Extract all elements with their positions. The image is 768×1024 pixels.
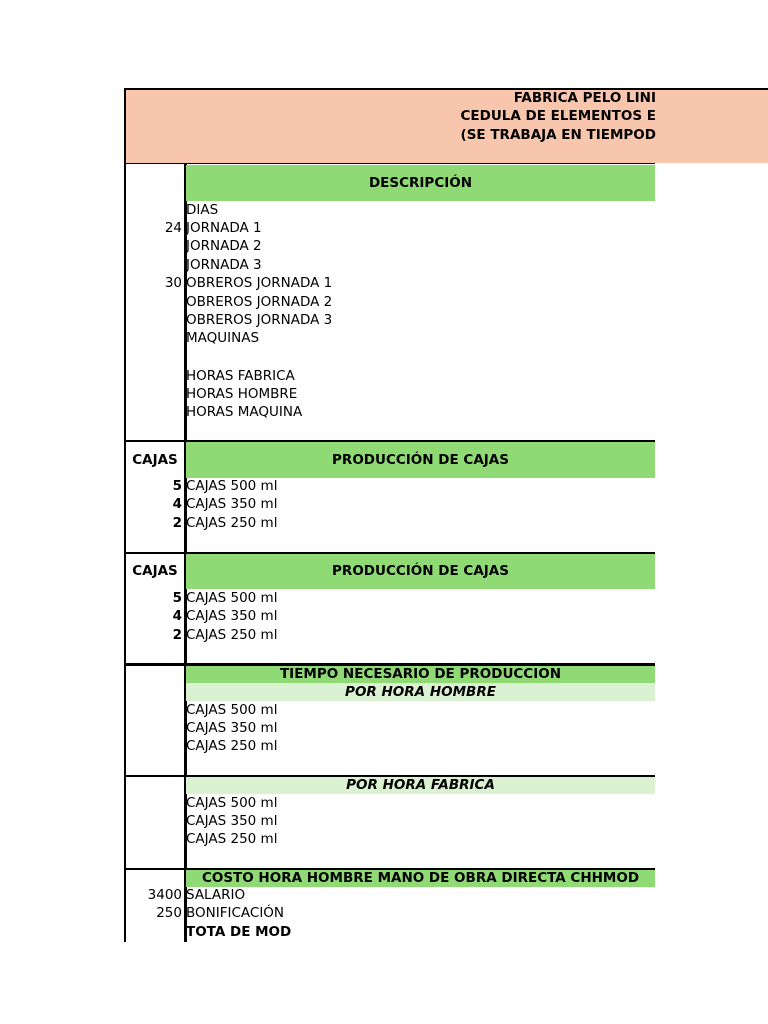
- row-label: CAJAS 500 ml: [186, 478, 278, 494]
- row-label: CAJAS 350 ml: [186, 608, 278, 624]
- row-value: 24: [164, 220, 182, 236]
- row-value: 4: [172, 496, 182, 512]
- header-bottom-border: [124, 163, 655, 164]
- row-value: 30: [164, 275, 182, 291]
- row-value: 4: [172, 608, 182, 624]
- row-label: HORAS HOMBRE: [186, 386, 298, 402]
- row-value: 2: [172, 515, 182, 531]
- row-label: SALARIO: [186, 887, 246, 903]
- top-border: [124, 88, 768, 90]
- row-label: BONIFICACIÓN: [186, 905, 285, 921]
- per-man-hour-subheader: POR HORA HOMBRE: [186, 683, 655, 701]
- row-label: CAJAS 500 ml: [186, 795, 278, 811]
- row-value: 5: [172, 478, 182, 494]
- schedule-note: (SE TRABAJA EN TIEMPOD: [460, 127, 656, 143]
- row-label: CAJAS 350 ml: [186, 813, 278, 829]
- description-header: DESCRIPCIÓN: [186, 165, 655, 201]
- row-label: CAJAS 250 ml: [186, 515, 278, 531]
- cajas-side-label: CAJAS: [132, 563, 178, 579]
- row-label: CAJAS 250 ml: [186, 627, 278, 643]
- row-label: CAJAS 500 ml: [186, 702, 278, 718]
- row-value: 5: [172, 590, 182, 606]
- time-header: TIEMPO NECESARIO DE PRODUCCION: [186, 666, 655, 683]
- row-label: OBREROS JORNADA 2: [186, 294, 333, 310]
- row-value: 2: [172, 627, 182, 643]
- row-label: OBREROS JORNADA 1: [186, 275, 333, 291]
- production-header: PRODUCCIÓN DE CAJAS: [186, 554, 655, 589]
- per-factory-hour-subheader: POR HORA FABRICA: [186, 777, 655, 794]
- row-label: JORNADA 3: [186, 257, 262, 273]
- row-label: JORNADA 2: [186, 238, 262, 254]
- row-value: 3400: [147, 887, 182, 903]
- row-label: OBREROS JORNADA 3: [186, 312, 333, 328]
- row-label: JORNADA 1: [186, 220, 262, 236]
- row-label: CAJAS 350 ml: [186, 496, 278, 512]
- cajas-side-label: CAJAS: [132, 452, 178, 468]
- schedule-title: CEDULA DE ELEMENTOS E: [460, 108, 656, 124]
- row-label: HORAS MAQUINA: [186, 404, 303, 420]
- row-label: TOTA DE MOD: [186, 924, 292, 940]
- row-label: HORAS FABRICA: [186, 368, 295, 384]
- row-value: 250: [156, 905, 182, 921]
- production-header: PRODUCCIÓN DE CAJAS: [186, 442, 655, 478]
- row-label: CAJAS 350 ml: [186, 720, 278, 736]
- row-label: CAJAS 500 ml: [186, 590, 278, 606]
- company-title: FABRICA PELO LINI: [513, 90, 656, 106]
- row-label: CAJAS 250 ml: [186, 738, 278, 754]
- row-label: CAJAS 250 ml: [186, 831, 278, 847]
- title-band: [124, 88, 768, 163]
- row-label: MAQUINAS: [186, 330, 260, 346]
- cost-header: COSTO HORA HOMBRE MANO DE OBRA DIRECTA CHHMOD: [186, 870, 655, 887]
- row-label: DIAS: [186, 202, 219, 218]
